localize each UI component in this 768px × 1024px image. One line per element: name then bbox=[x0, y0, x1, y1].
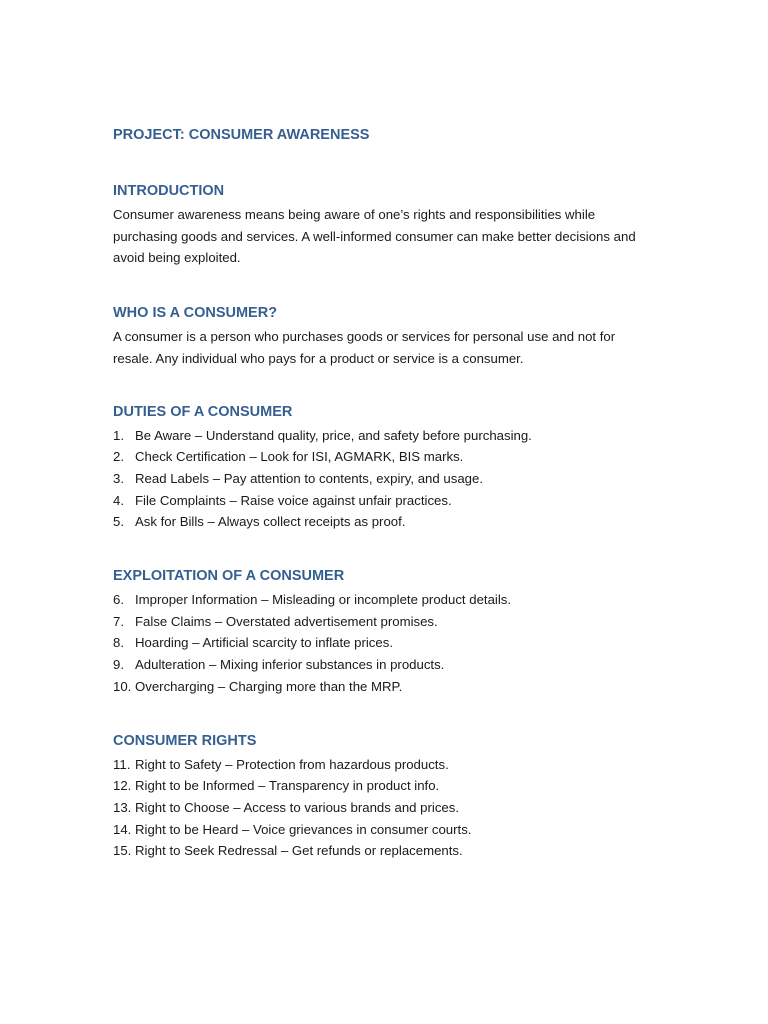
list-item bbox=[113, 819, 653, 841]
list-item bbox=[113, 654, 653, 676]
list-item-text: Ask for Bills – Always collect receipts as proof. bbox=[135, 514, 406, 530]
rights-heading: CONSUMER RIGHTS bbox=[113, 732, 257, 749]
introduction-paragraph: Consumer awareness means being aware of one’s rights and responsibilities while purchasing goods and services. A well-informed consumer can make better decisions and avoid being exploited. bbox=[113, 207, 636, 266]
list-item-number: 10. bbox=[113, 678, 132, 694]
list-item-number: 4. bbox=[113, 492, 124, 508]
list-item bbox=[113, 589, 653, 611]
duties-list bbox=[113, 425, 653, 534]
list-item-text: Read Labels – Pay attention to contents, expiry, and usage. bbox=[135, 470, 483, 486]
list-item bbox=[113, 797, 653, 819]
duties-section bbox=[113, 401, 653, 534]
list-item-text: Adulteration – Mixing inferior substances in products. bbox=[135, 657, 445, 673]
list-item bbox=[113, 754, 653, 776]
list-item-text: Right to be Informed – Transparency in product info. bbox=[135, 778, 440, 794]
list-item bbox=[113, 446, 653, 468]
list-item-text: File Complaints – Raise voice against unfair practices. bbox=[135, 492, 452, 508]
exploitation-heading: EXPLOITATION OF A CONSUMER bbox=[113, 568, 345, 585]
list-item-number: 7. bbox=[113, 613, 124, 629]
list-item-text: Be Aware – Understand quality, price, and safety before purchasing. bbox=[135, 427, 532, 443]
document-body bbox=[113, 124, 653, 862]
who-is-consumer-paragraph: A consumer is a person who purchases goods or services for personal use and not for resale. Any individual who pays for a product or service is a consumer. bbox=[113, 329, 616, 366]
list-item-number: 12. bbox=[113, 778, 132, 794]
list-item bbox=[113, 511, 653, 533]
list-item bbox=[113, 676, 653, 698]
list-item bbox=[113, 775, 653, 797]
list-item-number: 1. bbox=[113, 427, 124, 443]
exploitation-list bbox=[113, 589, 653, 698]
list-item-text: Check Certification – Look for ISI, AGMARK, BIS marks. bbox=[135, 449, 464, 465]
document-title: PROJECT: CONSUMER AWARENESS bbox=[113, 127, 370, 143]
rights-list bbox=[113, 754, 653, 863]
list-item-number: 15. bbox=[113, 843, 132, 859]
list-item-number: 14. bbox=[113, 821, 132, 837]
list-item-number: 8. bbox=[113, 635, 124, 651]
list-item-text: Right to be Heard – Voice grievances in consumer courts. bbox=[135, 821, 472, 837]
who-is-consumer-heading: WHO IS A CONSUMER? bbox=[113, 305, 278, 322]
list-item bbox=[113, 632, 653, 654]
list-item-text: False Claims – Overstated advertisement promises. bbox=[135, 613, 438, 629]
list-item-number: 2. bbox=[113, 449, 124, 465]
duties-heading: DUTIES OF A CONSUMER bbox=[113, 403, 293, 420]
exploitation-section bbox=[113, 565, 653, 698]
list-item-number: 13. bbox=[113, 799, 132, 815]
list-item-text: Overcharging – Charging more than the MRP. bbox=[135, 678, 403, 694]
list-item bbox=[113, 490, 653, 512]
list-item bbox=[113, 611, 653, 633]
list-item bbox=[113, 840, 653, 862]
list-item-number: 5. bbox=[113, 514, 124, 530]
list-item bbox=[113, 468, 653, 490]
list-item-number: 11. bbox=[113, 756, 131, 772]
list-item-text: Hoarding – Artificial scarcity to inflate prices. bbox=[135, 635, 393, 651]
list-item-text: Right to Safety – Protection from hazardous products. bbox=[135, 756, 449, 772]
list-item bbox=[113, 425, 653, 447]
list-item-text: Right to Seek Redressal – Get refunds or replacements. bbox=[135, 843, 463, 859]
introduction-heading: INTRODUCTION bbox=[113, 183, 225, 199]
rights-section bbox=[113, 730, 653, 863]
list-item-number: 3. bbox=[113, 470, 124, 486]
list-item-number: 6. bbox=[113, 592, 124, 608]
list-item-number: 9. bbox=[113, 657, 124, 673]
list-item-text: Right to Choose – Access to various brands and prices. bbox=[135, 799, 460, 815]
who-is-consumer-section bbox=[113, 302, 653, 369]
introduction-section bbox=[113, 180, 653, 269]
list-item-text: Improper Information – Misleading or incomplete product details. bbox=[135, 592, 512, 608]
